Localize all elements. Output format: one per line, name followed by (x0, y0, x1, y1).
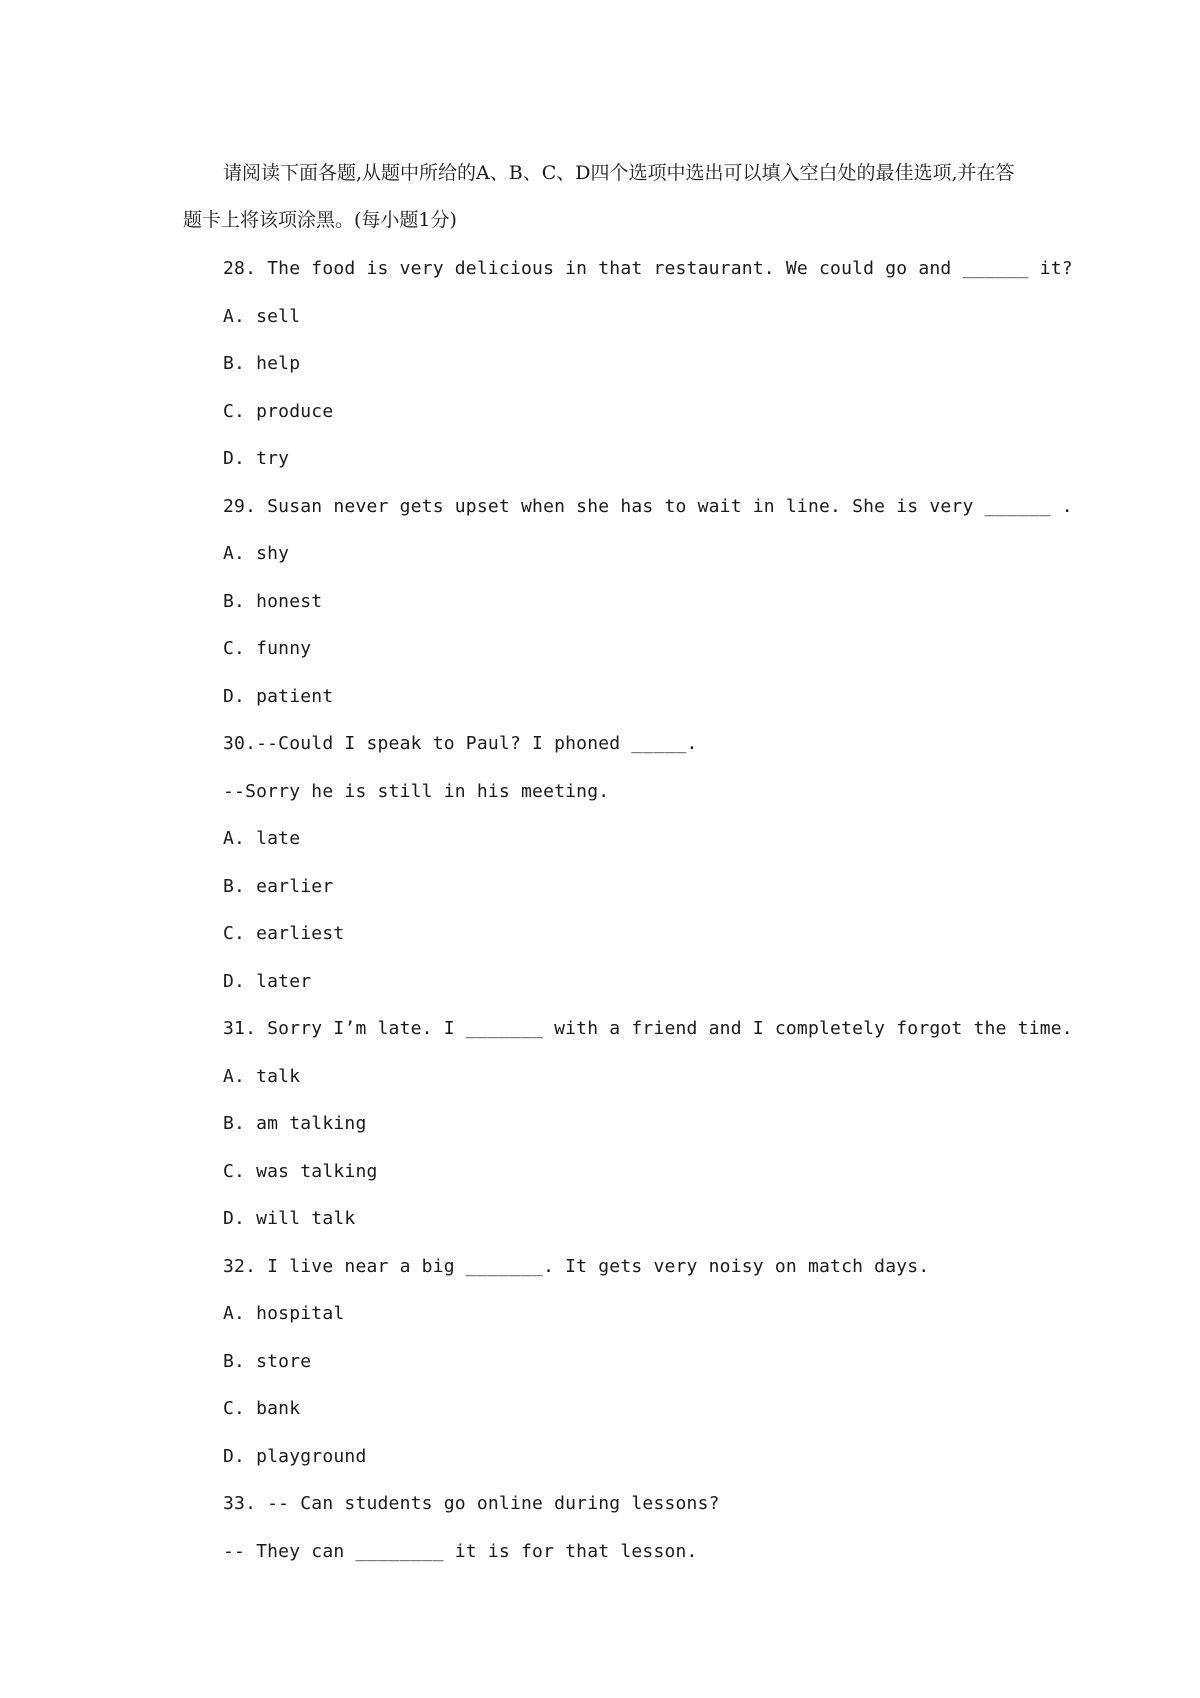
answer-option: B. earlier (223, 875, 334, 897)
answer-option: C. produce (223, 400, 334, 422)
question-block (183, 720, 1033, 1005)
answer-option: C. bank (223, 1398, 301, 1419)
question-stem: 30.--Could I speak to Paul? I phoned _____. (223, 733, 698, 754)
question-block (183, 1480, 1033, 1575)
answer-option: D. try (223, 448, 290, 469)
answer-option: D. later (223, 970, 312, 992)
question-block (183, 1005, 1073, 1243)
question-stem: 28. The food is very delicious in that restaurant. We could go and ______ it? (223, 258, 1073, 279)
answer-option: A. shy (223, 543, 290, 564)
question-stem: 32. I live near a big _______. It gets very noisy on match days. (223, 1255, 930, 1277)
instructions-paragraph: 请阅读下面各题,从题中所给的A、B、C、D四个选项中选出可以填入空白处的最佳选项,并在答题卡上将该项涂黑。(每小题1分) (183, 162, 1015, 231)
question-stem: --Sorry he is still in his meeting. (223, 780, 610, 802)
answer-option: C. earliest (223, 923, 345, 944)
question-block (183, 245, 1073, 483)
question-block (183, 483, 1073, 721)
answer-option: D. playground (223, 1445, 367, 1467)
question-list (183, 245, 1073, 1575)
question-stem: -- They can ________ it is for that lesson. (223, 1540, 698, 1562)
answer-option: B. help (223, 353, 301, 374)
answer-option: A. talk (223, 1065, 301, 1087)
answer-option: D. will talk (223, 1208, 356, 1229)
answer-option: B. store (223, 1350, 312, 1372)
answer-option: B. am talking (223, 1113, 367, 1134)
answer-option: C. funny (223, 638, 312, 659)
answer-option: A. sell (223, 305, 301, 327)
page-content (183, 150, 1073, 1575)
answer-option: A. hospital (223, 1303, 345, 1324)
answer-option: C. was talking (223, 1160, 378, 1182)
answer-option: B. honest (223, 590, 323, 612)
answer-option: D. patient (223, 685, 334, 707)
question-stem: 31. Sorry I’m late. I _______ with a friend and I completely forgot the time. (223, 1018, 1073, 1039)
answer-option: A. late (223, 828, 301, 849)
question-stem: 29. Susan never gets upset when she has to wait in line. She is very ______ . (223, 495, 1073, 517)
question-stem: 33. -- Can students go online during lessons? (223, 1493, 720, 1514)
question-block (183, 1243, 1033, 1481)
